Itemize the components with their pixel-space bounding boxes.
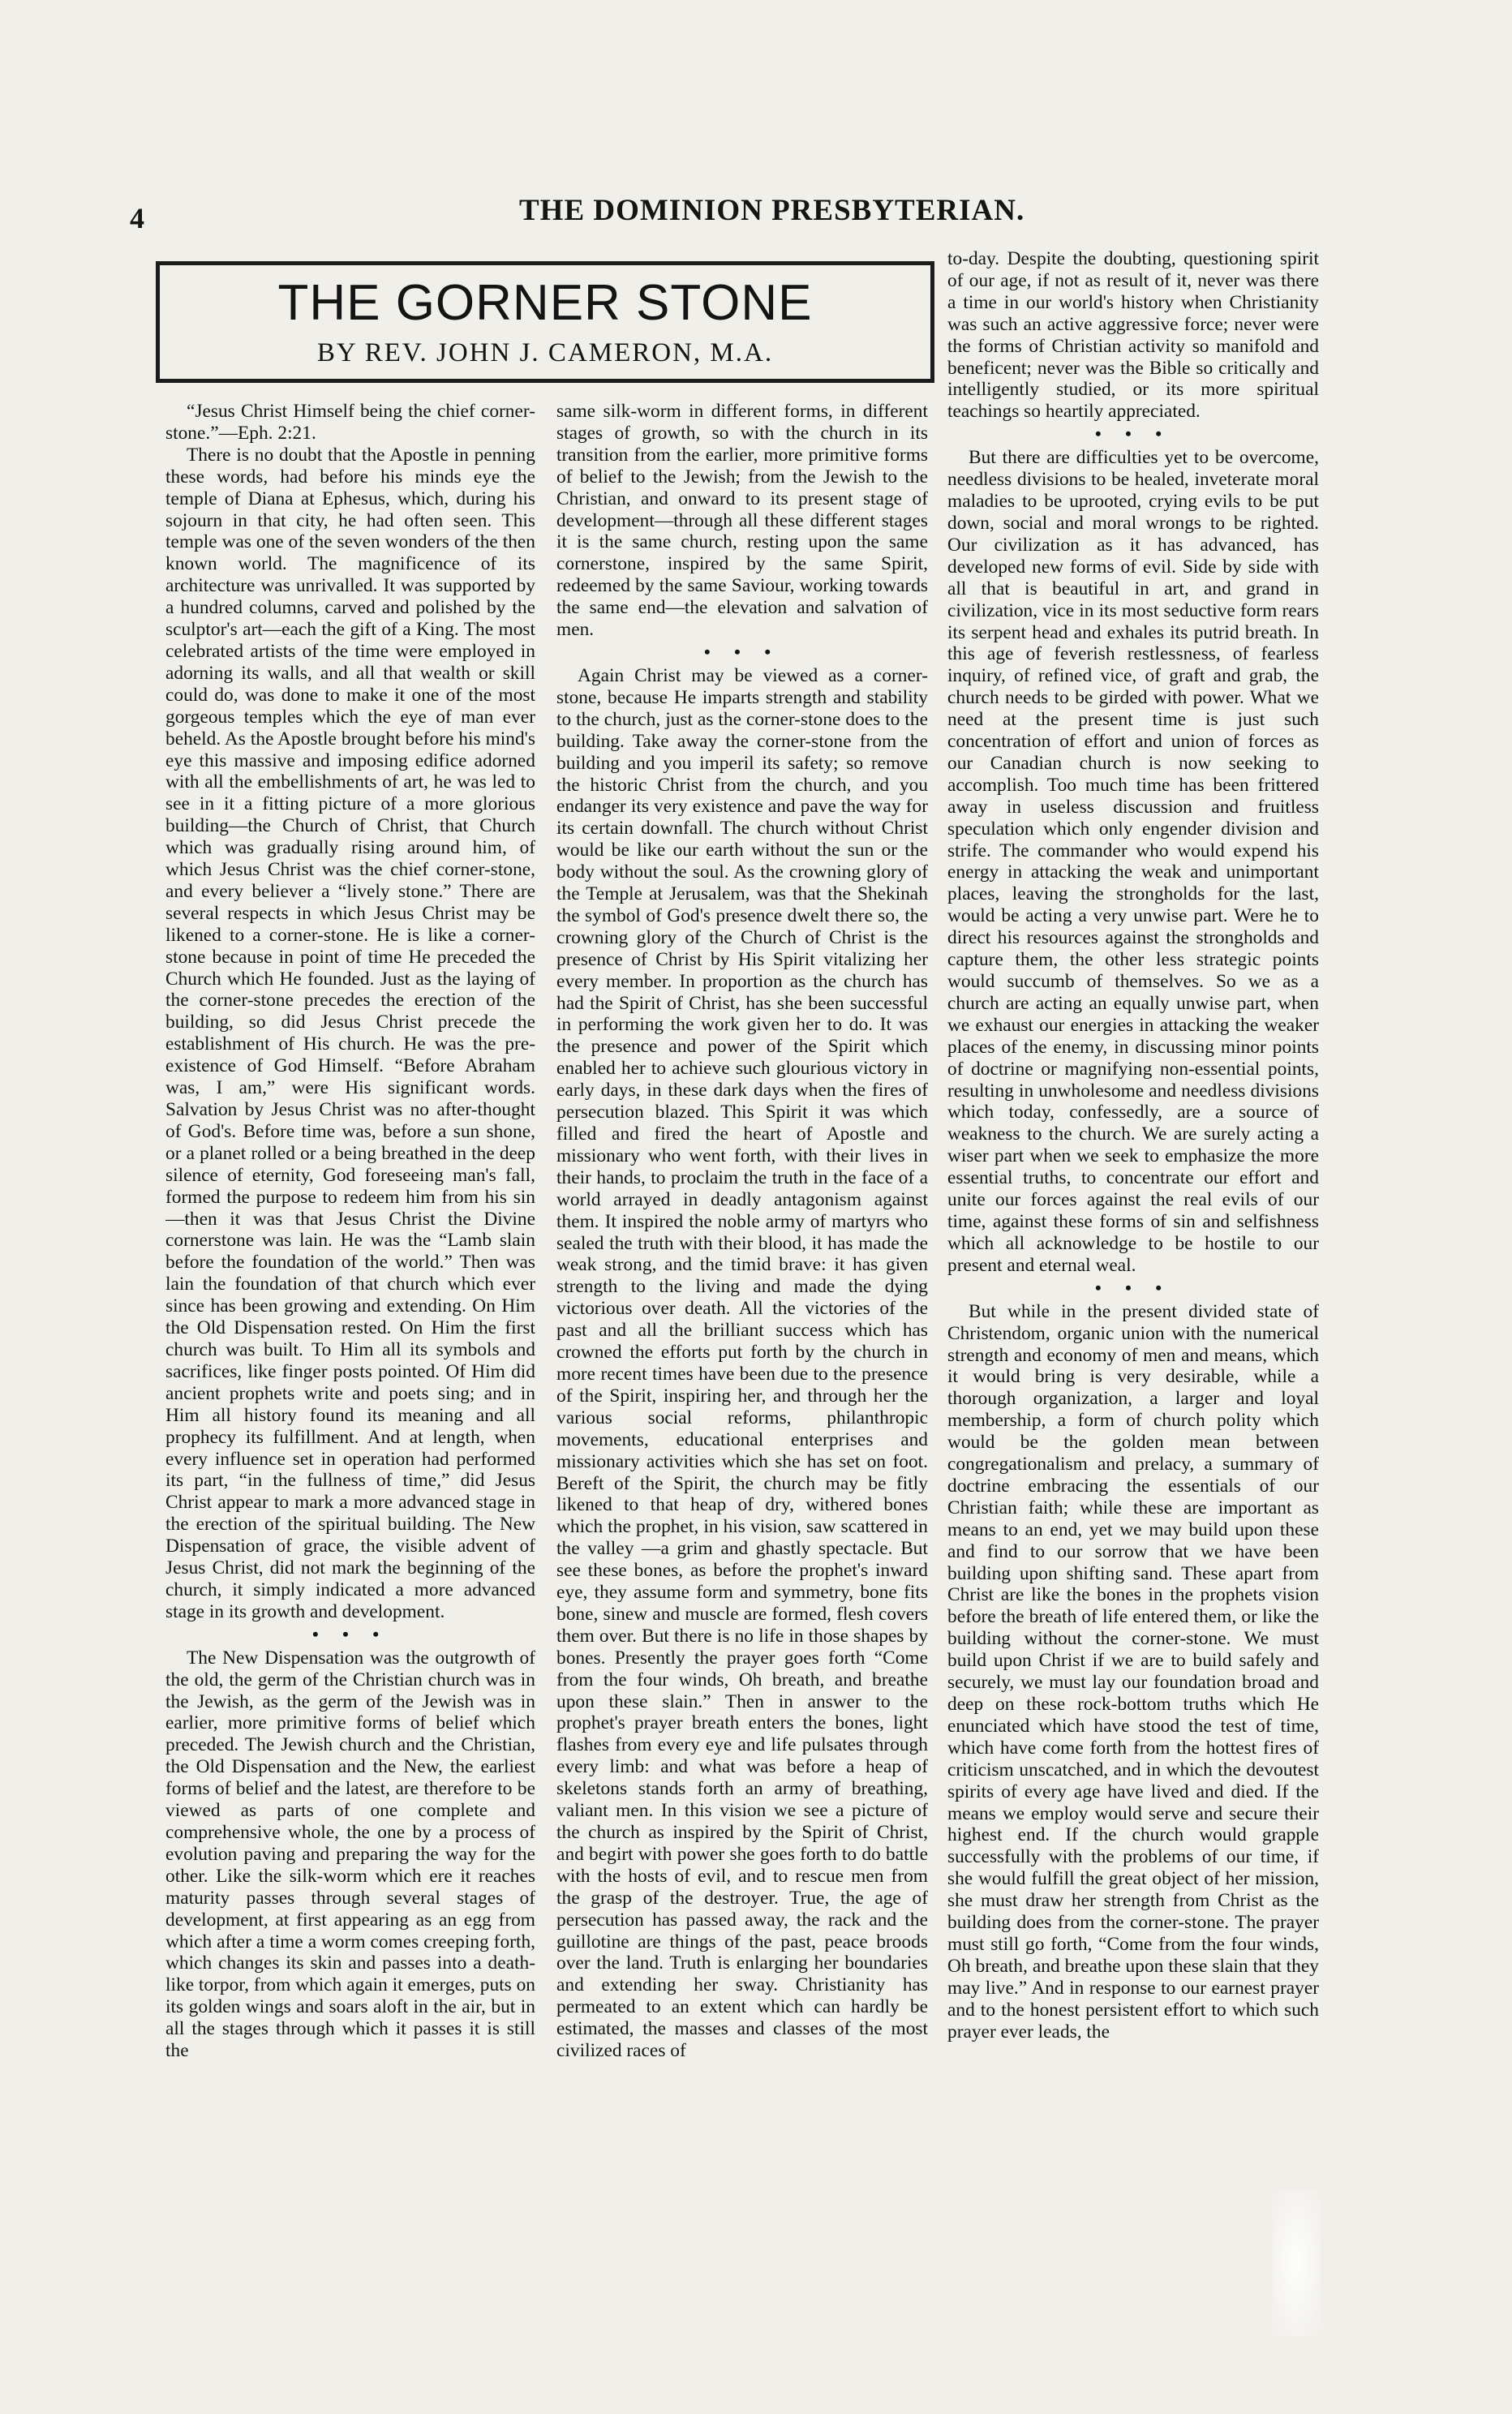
text-column-3 — [947, 248, 1319, 2373]
section-separator: • • • — [703, 641, 781, 662]
paragraph: But there are difficulties yet to be overcome, needless divisions to be healed, inveterate moral maladies to be uprooted, crying evils to be put down, social and moral wrongs to be righted. Our civilization as it has advanced, has developed new forms of evil. Side by side with all that is beautiful in art, and grand in civilization, vice in its most seductive form rears its serpent head and exhales its putrid breath. In this age of feverish restlessness, of fearless inquiry, of refined vice, of graft and grab, the church needs to be girded with power. What we need at the present time is just such concentration of effort and union of forces as our Canadian church is now seeking to accomplish. Too much time has been frittered away in useless discussion and fruitless speculation which only engender division and strife. The commander who would expend his energy in attacking the weak and unimportant places, leaving the strongholds for the last, would be acting a very unwise part. Were he to direct his resources against the strongholds and capture them, the other less strategic points would succumb of themselves. So we as a church are acting an equally unwise part, when we exhaust our energies in attacking the weaker places of the enemy, in discussing minor points of doctrine or magnifying non-essential points, resulting in unwholesome and needless divisions which today, confessedly, are a source of weakness to the church. We are surely acting a wiser part when we seek to emphasize the more essential truths, to concentrate our effort and unite our forces against the real evils of our time, against these forms of sin and selfishness which all acknowledge to be hostile to our present and eternal weal. — [947, 447, 1319, 1276]
page-number: 4 — [130, 202, 144, 234]
paragraph: to-day. Despite the doubting, questioning spirit of our age, if not as result of it, never was there a time in our world's history when Christianity was such an active aggressive force; never were the forms of Christian activity so manifold and beneficent; never was the Bible so critically and intelligently studied, or its more spiritual teachings so heartily appreciated. — [947, 248, 1319, 423]
paragraph: But while in the present divided state of Christendom, organic union with the numerical strength and economy of men and means, which it would bring is very desirable, while a thorough organization, a larger and loyal membership, a form of church polity which would be the golden mean between congregationalism and prelacy, a summary of doctrine embracing the essentials of our Christian faith; while these are important as means to an end, yet we may build upon these and find to our sorrow that we have been building upon shifting sand. These apart from Christ are like the bones in the prophets vision before the breath of life entered them, or like the building without the corner-stone. We must build upon Christ if we are to build safely and securely, we must lay our foundation broad and deep on these rock-bottom truths which He enunciated which have stood the test of time, which have come forth from the hottest fires of criticism unscatched, and in which the devoutest spirits of every age have lived and died. If the means we employ would serve and secure their highest end. If the church would grapple successfully with the problems of our time, if she would fulfill the great object of her mission, she must draw her strength from Christ as the building does from the corner-stone. The prayer must still go forth, “Come from the four winds, Oh breath, and breathe upon these slain that they may live.” And in response to our earnest prayer and to the honest persistent effort to which such prayer ever leads, the — [947, 1300, 1319, 2042]
section-separator: • • • — [311, 1623, 389, 1644]
text-column-2 — [556, 401, 928, 2372]
article-byline: BY REV. JOHN J. CAMERON, M.A. — [316, 338, 774, 367]
paragraph: Again Christ may be viewed as a corner-stone, because He imparts strength and stability to the church, just as the corner-stone does to the building. Take away the corner-stone from the building and you imperil its safety; so remove the historic Christ from the church, and you endanger its very existence and pave the way for its certain downfall. The church without Christ would be like our earth without the sun or the body without the soul. As the crowning glory of the Temple at Jerusalem, was that the Shekinah the symbol of God's presence dwelt there so, the crowning glory of the Church of Christ is the presence of Christ by His Spirit vitalizing her every member. In proportion as the church has had the Spirit of Christ, has she been successful in performing the work given her to do. It was the presence and power of the Spirit which enabled her to achieve such glourious victory in early days, in these dark days when the fires of persecution blazed. This Spirit it was which filled and fired the heart of Apostle and missionary who went forth, with their lives in their hands, to proclaim the truth in the face of a world arrayed in deadly antagonism against them. It inspired the noble army of martyrs who sealed the truth with their blood, it has made the weak strong, and the timid brave: it has given strength to the living and made the dying victorious over death. All the victories of the past and all the brilliant success which has crowned the efforts put forth by the church in more recent times have been due to the presence of the Spirit, inspiring her, and through her the various social reforms, philanthropic movements, educational enterprises and missionary activities which she has set on foot. Bereft of the Spirit, the church may be fitly likened to that heap of dry, withered bones which the prophet, in his vision, saw scattered in the valley —a grim and ghastly spectacle. But see these bones, as before the prophet's inward eye, they assume form and symmetry, bone fits bone, sinew and muscle are formed, flesh covers them over. But there is no life in those shapes by bones. Presently the prayer goes forth “Come from the four winds, Oh breath, and breathe upon these slain.” Then in answer to the prophet's prayer breath enters the bones, light flashes from every eye and life pulsates through every limb: and what was before a heap of skeletons stands forth an army of breathing, valiant men. In this vision we see a picture of the church as inspired by the Spirit of Christ, and begirt with power she goes forth to do battle with the hosts of evil, and to rescue men from the grasp of the destroyer. True, the age of persecution has passed away, the rack and the guillotine are things of the past, peace broods over the land. Truth is enlarging her boundaries and extending her sway. Christianity has permeated to an extent which can hardly be estimated, the masses and classes of the most civilized races of — [556, 664, 928, 2062]
section-separator: • • • — [1094, 1277, 1172, 1298]
paragraph: same silk-worm in different forms, in different stages of growth, so with the church in its transition from the earlier, more primitive forms of belief to the Jewish; from the Jewish to the Christian, and onward to its present stage of development—through all these different stages it is the same church, resting upon the same cornerstone, inspired by the same Spirit, redeemed by the same Saviour, working towards the same end—the elevation and salvation of men. — [556, 401, 928, 641]
paragraph: The New Dispensation was the outgrowth of the old, the germ of the Christian church was in the Jewish, as the germ of the Jewish was in earlier, more primitive forms of belief which preceded. The Jewish church and the Christian, the Old Dispensation and the New, the earliest forms of belief and the latest, are therefore to be viewed as parts of one complete and comprehensive whole, the one by a process of evolution paving and preparing the way for the other. Like the silk-worm which ere it reaches maturity passes through several stages of development, at first appearing as an egg from which after a time a worm comes creeping forth, which changes its skin and passes into a death-like torpor, from which again it emerges, puts on its golden wings and soars aloft in the air, but in all the stages through which it passes it is still the — [165, 1647, 535, 2062]
paragraph: There is no doubt that the Apostle in penning these words, had before his minds eye the temple of Diana at Ephesus, which, during his sojourn in that city, he had often seen. This temple was one of the seven wonders of the then known world. The magnificence of its architecture was unrivalled. It was supported by a hundred columns, carved and polished by the sculptor's art—each the gift of a King. The most celebrated artists of the time were employed in adorning its walls, and all that wealth or skill could do, was done to make it one of the most gorgeous temples which the eye of man ever beheld. As the Apostle brought before his mind's eye this massive and imposing edifice adorned with all the embellishments of art, he was led to see in it a fitting picture of a more glorious building—the Church of Christ, that Church which was gradually rising around him, of which Jesus Christ was the chief corner-stone, and every believer a “lively stone.” There are several respects in which Jesus Christ may be likened to a corner-stone. He is like a corner-stone because in point of time He preceded the Church which He founded. Just as the laying of the corner-stone precedes the erection of the building, so did Jesus Christ precede the establishment of His church. He was the pre-existence of God Himself. “Before Abraham was, I am,” were His significant words. Salvation by Jesus Christ was no after-thought of God's. Before time was, before a sun shone, or a planet rolled or a being breathed in the deep silence of eternity, God foreseeing man's fall, formed the purpose to redeem him from his sin—then it was that Jesus Christ the Divine cornerstone was lain. He was the “Lamb slain before the foundation of the world.” Then was lain the foundation of that church which ever since has been growing and extending. On Him the Old Dispensation rested. On Him the first church was built. To Him all its symbols and sacrifices, like finger posts pointed. Of Him did ancient prophets write and poets sing; and in Him all history found its meaning and all prophecy its fulfillment. And at length, when every influence set in operation had performed its part, “in the fullness of time,” did Jesus Christ appear to mark a more advanced stage in the erection of the spiritual building. The New Dispensation of grace, the visible advent of Jesus Christ, did not mark the beginning of the church, it simply indicated a more advanced stage in its growth and development. — [165, 444, 535, 1622]
article-title: THE GORNER STONE — [277, 275, 813, 331]
text-column-1 — [165, 401, 535, 2372]
section-separator: • • • — [1094, 423, 1172, 445]
article-title-box — [156, 261, 934, 383]
paper-blemish — [1272, 2190, 1321, 2336]
epigraph: “Jesus Christ Himself being the chief corner-stone.”—Eph. 2:21. — [165, 401, 535, 444]
running-head: THE DOMINION PRESBYTERIAN. — [519, 194, 1025, 227]
